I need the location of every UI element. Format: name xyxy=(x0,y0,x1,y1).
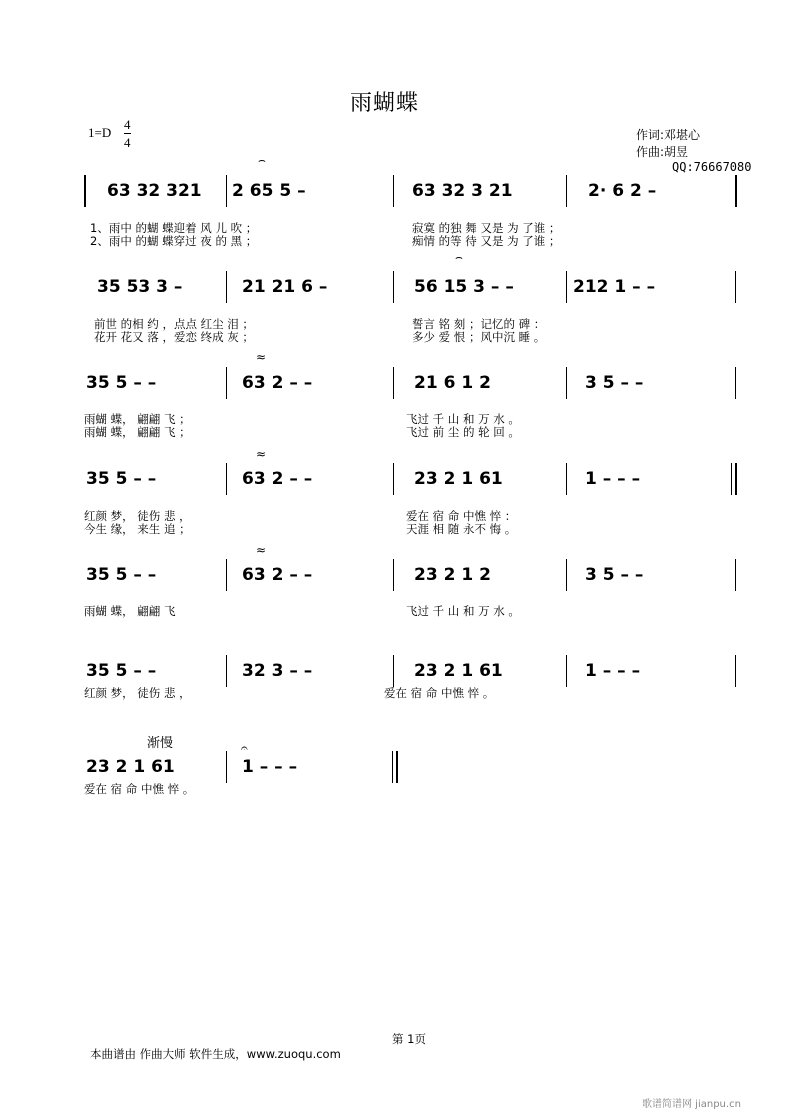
time-signature xyxy=(124,116,131,151)
measure-notes: 63 2 – – xyxy=(242,469,313,489)
final-barline xyxy=(396,751,398,783)
barline xyxy=(393,655,394,687)
key-signature: 1=D xyxy=(88,125,112,140)
barline xyxy=(566,655,567,687)
barline xyxy=(226,655,227,687)
barline xyxy=(566,559,567,591)
barline xyxy=(393,463,394,495)
barline xyxy=(226,271,227,303)
lyrics-line: 红颜 梦， 徒伤 悲 ， xyxy=(84,509,191,523)
barline xyxy=(393,271,394,303)
barline xyxy=(226,751,227,783)
barline xyxy=(735,175,737,207)
measure-notes: 212 1 – – xyxy=(573,277,656,297)
watermark: 歌谱简谱网 jianpu.cn xyxy=(642,1099,741,1110)
measure-notes: 35 5 – – xyxy=(86,565,157,585)
fermata-mark: 𝄐 xyxy=(241,741,248,755)
page-title: 雨蝴蝶 xyxy=(350,91,420,116)
measure-notes: 56 15 3 – – xyxy=(414,277,514,297)
trill-mark: ≈ xyxy=(256,447,267,461)
lyrics-line: 誓言 铭 刻 ；记忆的 碑 ： xyxy=(412,317,546,331)
footer-credit: 本曲谱由 作曲大师 软件生成，www.zuoqu.com xyxy=(90,1047,341,1061)
measure-notes: 23 2 1 61 xyxy=(86,757,175,777)
barline xyxy=(735,271,736,303)
time-sig-top: 4 xyxy=(124,117,131,132)
lyrics-line: 雨蝴 蝶， 翩翩 飞 ； xyxy=(84,425,191,439)
measure-notes: 63 32 3 21 xyxy=(412,181,513,201)
barline xyxy=(566,367,567,399)
measure-notes: 3 5 – – xyxy=(585,373,644,393)
lyrics-line: 红颜 梦， 徒伤 悲 ， xyxy=(84,686,191,700)
barline xyxy=(393,367,394,399)
measure-notes: 32 3 – – xyxy=(242,661,313,681)
barline xyxy=(393,559,394,591)
barline xyxy=(735,559,736,591)
lyrics-line: 1、雨中 的蝴 蝶迎着 风 儿 吹 ； xyxy=(90,221,258,235)
barline xyxy=(566,175,567,207)
measure-notes: 23 2 1 61 xyxy=(414,661,503,681)
measure-notes: 35 5 – – xyxy=(86,373,157,393)
measure-notes: 63 2 – – xyxy=(242,565,313,585)
measure-notes: 63 32 321 xyxy=(107,181,202,201)
measure-notes: 1 – – – xyxy=(585,469,641,489)
final-barline xyxy=(392,751,393,783)
measure-notes: 35 5 – – xyxy=(86,469,157,489)
measure-notes: 21 21 6 – xyxy=(242,277,328,297)
barline xyxy=(735,655,736,687)
repeat-barline xyxy=(731,463,732,495)
measure-notes: 2· 6 2 – xyxy=(588,181,657,201)
lyrics-line: 飞过 千 山 和 万 水 。 xyxy=(406,412,520,426)
measure-notes: 23 2 1 61 xyxy=(414,469,503,489)
page-number: 第 1页 xyxy=(392,1032,426,1046)
barline xyxy=(84,175,86,207)
measure-notes: 23 2 1 2 xyxy=(414,565,491,585)
lyrics-line: 爱在 宿 命 中憔 悴 。 xyxy=(384,686,495,700)
repeat-barline xyxy=(735,463,737,495)
composer-credit: 作曲:胡昱 xyxy=(636,145,689,159)
lyrics-line: 今生 缘， 来生 追 ； xyxy=(84,522,191,536)
trill-mark: ≈ xyxy=(256,543,267,557)
measure-notes: 35 53 3 – xyxy=(97,277,183,297)
lyrics-line: 爱在 宿 命 中憔 悴 。 xyxy=(84,782,195,796)
barline xyxy=(566,271,567,303)
tie-mark: ⌢ xyxy=(455,250,463,264)
lyrics-line: 2、雨中 的蝴 蝶穿过 夜 的 黑 ； xyxy=(90,234,258,248)
lyrics-line: 多少 爱 恨 ；风中沉 睡 。 xyxy=(412,330,546,344)
barline xyxy=(735,367,736,399)
barline xyxy=(226,175,227,207)
barline xyxy=(393,175,394,207)
lyrics-line: 飞过 千 山 和 万 水 。 xyxy=(406,604,520,618)
lyrics-line: 寂寞 的独 舞 又是 为 了谁 ； xyxy=(412,221,561,235)
measure-notes: 1 – – – xyxy=(242,757,298,777)
tie-mark: ⌢ xyxy=(258,153,266,167)
lyrics-line: 痴情 的等 待 又是 为 了谁 ； xyxy=(412,234,561,248)
tempo-mark: 渐慢 xyxy=(147,736,174,751)
lyrics-line: 天涯 相 随 永不 悔 。 xyxy=(406,522,517,536)
barline xyxy=(226,559,227,591)
qq-credit: QQ:76667080 xyxy=(672,160,752,174)
measure-notes: 1 – – – xyxy=(585,661,641,681)
measure-notes: 35 5 – – xyxy=(86,661,157,681)
lyrics-line: 飞过 前 尘 的 轮 回 。 xyxy=(406,425,520,439)
lyrics-line: 前世 的相 约 ，点点 红尘 泪 ； xyxy=(94,317,254,331)
lyrics-line: 爱在 宿 命 中憔 悴 ： xyxy=(406,509,517,523)
measure-notes: 2 65 5 – xyxy=(232,181,306,201)
time-sig-bottom: 4 xyxy=(124,135,131,150)
lyrics-line: 雨蝴 蝶， 翩翩 飞 ； xyxy=(84,412,191,426)
lyricist-credit: 作词:邓堪心 xyxy=(636,128,701,142)
measure-notes: 21 6 1 2 xyxy=(414,373,491,393)
barline xyxy=(226,367,227,399)
trill-mark: ≈ xyxy=(256,350,267,364)
lyrics-line: 雨蝴 蝶， 翩翩 飞 xyxy=(84,604,176,618)
measure-notes: 3 5 – – xyxy=(585,565,644,585)
barline xyxy=(566,463,567,495)
measure-notes: 63 2 – – xyxy=(242,373,313,393)
barline xyxy=(226,463,227,495)
lyrics-line: 花开 花又 落 ，爱恋 终成 灰 ； xyxy=(94,330,254,344)
